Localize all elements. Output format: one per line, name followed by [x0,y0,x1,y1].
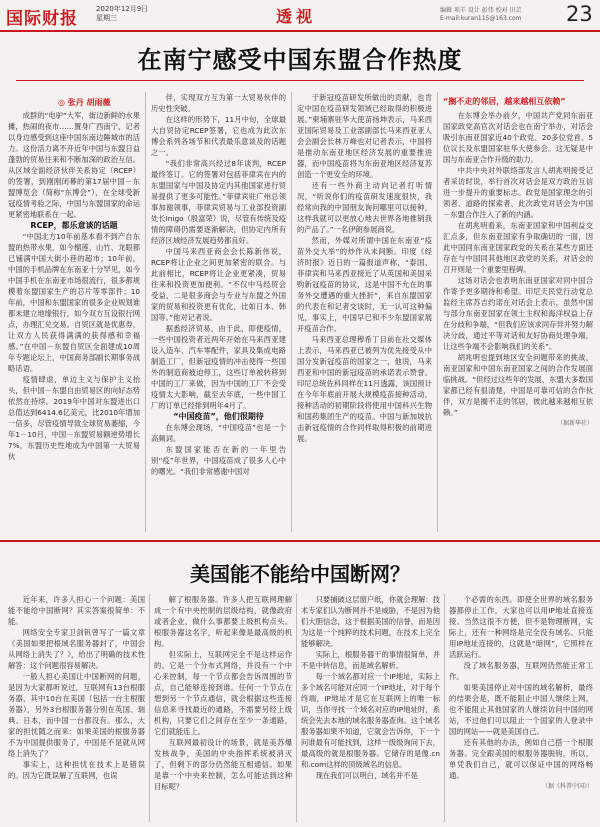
staff-line: 编辑 项羊 设计 彭伟 校对 田芸 [440,7,522,14]
paragraph: 事实上，这种担忧在技术上是错误的。因为它既误解了互联网，也误 [8,760,145,780]
paragraph: 解了根服务器。许多人把互联网理解成一个有中央控制的层级结构，就像政府或者企业，做什么事都要上级机构点头。根服务器这名字，听起来像是最高级的机构。 [154,595,292,648]
paragraph: 然而，外媒对所谓中国在东南亚“疫苗外交大举”的炒作从未间断。印度《经济时报》近日的一篇报道声称，“泰国、菲律宾和马来西亚接近了从英国和美国采购新冠疫苗的协议，这是中国不允在的事务外交遭遇的重大挫折”，来自东盟国家的代表在和记者交谈时，无一认可这种偏见，事实上，中国早已和不少东盟国家展开疫苗合作。 [297,236,432,333]
email-line: E-mail:kuran115@163.com [440,15,522,22]
column-red-subhead: “搁不走的邻居，越来越相互依赖” [443,97,566,106]
article1-byline [58,97,111,108]
paragraph: 近年来，许多人担心一个问题：美国能不能给中国断网？其实答案很简单：不能。 [8,595,145,626]
paragraph: 东盟国家能否在新的一年里告别“疫”年世界，中国疫苗成了很多人心中的曙光。“我们非常感谢中国对 [151,445,286,476]
article1-column-3 [297,92,432,530]
byline-names: 张丹 胡雨薇 [67,98,111,107]
article2-column-3 [301,594,440,824]
paragraph: 还有其他的办法，例如自己搭一个根服务器。完全跟美国的根服务器脱钩，所以，单凭我们自己，就可以保证中国的网络畅通。 [449,738,593,780]
paragraph: 在东博会现场，“中国疫苗”也是一个高频词。 [151,423,286,443]
column-subhead: “中国疫苗”，他们很期待 [173,412,264,421]
article2-column-2 [154,594,292,824]
paragraph: 于新冠疫苗研发所做出的贡献，也肯定中国在疫苗研发领域已经取得的积极进展。”柬埔寨驻华大使苗扬坤表示，马来西亚国际贸易及工业部副部长马来西亚亚人会会副会长林万峰也对记者表示，中国将是推动东南亚地区经济发展的重要推进器，而中国疫苗将为东南亚地区经济复苏创造一个更安全的环境。 [297,93,432,179]
article2-column-4 [449,594,593,824]
paragraph: 中共中央对外联络部发言人胡兆明接受记者采访时说，举行首次对话会是双方政治互信进一步提升的重要标志。政党是国家理念的引领者、道路的探索者、此次政党对话会为中国－东盟合作注入了新的内涵。 [443,166,593,219]
paragraph: 个必需的东西。即使全世界的域名服务器都停止工作，大家也可以用IP地址直接连接。当然这很不方便，但不是物理断网，实际上，还有一种网络是完全没有域名、只能用IP地址连接的，这就是“暗网”，它照样在活跃运行。 [449,595,593,659]
paragraph: 马来西亚总理穆希丁目前在社交媒体上表示，马来西亚已被列为优先接受从中国分发新冠疫苗的国家之一，他说，马来西亚和中国的新冠疫苗的承诺表示赞誉。印尼总统佐科同样在11月透露，该国预计在今年年底前开展大规模疫苗接种活动，接种活动的初期阶段将使用中国科兴生物和国药集团生产的疫苗。中国与新加坡抗击新冠疫情的合作同样取得积极的前期进展。 [297,335,432,443]
paragraph: 一般人担心美国让中国断网的问题，是因为大家都听说过，互联网有13台根服务器，其中10台在美国（包括一台主根服务器），另外3台根服务器分别在英国、瑞典、日本，而中国一台都没有。那么，大家的担忧随之而来：如果美国的根服务器不为中国提供服务了，中国是不是就从网络上消失了？ [8,672,145,758]
issue-weekday-line: 星期三 [96,14,117,22]
column-divider [437,92,438,532]
column-divider [149,594,150,822]
staff-credits [440,7,558,23]
paragraph: 中国马来西亚商会会长陈新伟说，RCEP将让企业之间更加紧密的联合。与此前相比，RCEP将让企业更紧凑，贸易往来和投资更加便利。“不仅中马经贸会受益，二是很多商会与专业与东盟之外国家的贸易和投资更有优化，比如日本、韩国等。”他对记者说。 [151,247,286,322]
column-divider [296,594,297,822]
column-divider [291,92,292,532]
column-divider [145,92,146,532]
section-title: 透视 [276,7,317,26]
paragraph: 只要捕破这层窗户纸，你就会理解：技术专家们认为断网并不是威胁，不是因为他们大胆信念，这于根据美国的信誉，而是因为这是一个纯粹的技术问题，在技术上完全能够解决。 [301,595,440,648]
paragraph: 伴，实现双方互为第一大贸易伙伴的历史性突破。 [151,93,286,113]
article1-column-2 [151,92,286,530]
issue-date [96,5,148,23]
paragraph: 在胡兆明看来，东南亚国家和中国利益交汇点多，但东南亚国家有争取确切的一面，因此中国同东南亚国家政党的关系在某些方面还存在与中国同其他地区政党的关系，对话会的召开则是一个重要里程碑。 [443,221,593,274]
page-number: 23 [566,2,593,26]
paragraph: 在东博会举办前夕，中国共产党同东南亚国家政党高官次对话会也在南宁举办，对话会吸引东南亚国家近40个政党、20多位党首、5位议长及东盟国家驻华大使参会。这无疑是中国与东南亚合作升级的助力。 [443,111,593,164]
article2-column-1 [8,594,145,824]
paragraph: 每一个域名都对应一个IP地址，实际上多个域名可能对应同一个IP地址，对于每个终端，IP地址才是它在互联网上的唯一标识，当你寻找一个域名对应的IP地址时，系统会先去本地的域名服务器查询。这个域名服务器如果不知道，它就会告诉你，下一个问谁最有可能找到，这样一级级询问下去，最高级的就是根服务器。它储存的是像.cn和.com这样的顶级域名的信息。 [301,672,440,769]
paragraph: “我们非常高兴经过8年谈判，RCEP最终签订。它的签署对包括菲律宾在内的东盟国家与中国及协定内其他国家进行贸易提供了更多可能性。”菲律宾驻广州总领事加谢领事，菲律宾贸易与工业部投资副处长Inigo（殷富荣）说，尽管有传统及疫情的障碍仍需要逐渐解决，但协定内所有经济区域经济发展趋势都良好。 [151,159,286,245]
paragraph: 没了域名服务器，互联网仍然能正常工作。 [449,661,593,681]
paragraph: 现在我们可以明白，域名并不是 [315,771,418,780]
headline-rule [16,80,584,81]
paragraph: 实际上，根服务器干的事情很简单，并不是中转信息，而是域名解析。 [301,650,440,670]
article1-column-1 [8,110,140,530]
column-divider [444,594,445,822]
article-divider [0,540,600,542]
paragraph: 在这样的形势下，11月中旬，全球最大自贸协定RCEP签署，它也成为此次东博会系列各场节和代表最乐意谈及的话题之一。 [151,115,286,157]
article-credit: （据新华社） [556,420,593,427]
newspaper-logo: 国际财报 [6,9,78,29]
column-subhead: RCEP，都乐意谈的话题 [30,221,118,230]
paragraph: 胡兆明也提到地区安全问题带来的挑战，南亚国家和中国东南亚国家之间的合作发展面临挑战。“但经过这些年的发展，东盟大多数国家都已经有很清楚，中国是可靠可信的合作伙伴，双方是搁不走的邻居，彼此越来越相互依赖。” [443,353,593,417]
article1-column-4 [443,96,593,532]
article1-headline: 在南宁感受中国东盟合作热度 [137,45,463,74]
paragraph: 但实际上，互联网完全不是这样运作的。它是一个分布式网络，并没有一个中心来控制，每一个节点都会告诉周围的节点，自己能够连接到谁。任何一个节点在想到另一个节点通信，就会根据这些连接信息来寻找最近的通路，不需要另经上级机构，只要它们之间存在至少一条通路，它们就能连上。 [154,650,292,736]
paragraph: 互联网最初设计的场景，就是美苏爆发核战争，美国的中央指挥系统被消灭了，但剩下的部分仍然能互相通信。如果是靠一个中央来控制，怎么可能达到这种目标呢？ [154,738,292,791]
page-masthead [0,0,600,32]
paragraph: 如果美国停止对中国的域名解析，最终的结果会是，既不能阻止中国人继续上网，也不能阻止其他国家的人继续访问中国的网站，不过他们可以阻止一个国家的人登录中国的网站——就是美国自己。 [449,683,593,736]
article2-headline: 美国能不能给中国断网？ [190,562,410,586]
paragraph: 成群的“电驴”大军，街边新鲜的水果摊，热闹的夜市……置身广西南宁，记者以身边感受到这座中国东南边陲城市的活力。这份活力离不开近年中国与东盟日益蓬勃的贸易往来和不断加深的政治互信。从区域全面经济伙伴关系协定（RCEP）的签署，到刚刚闭幕的第17届中国－东盟博览会（简称“东博会”），在全球受新冠疫情考验之际，中国与东盟国家的命运更紧密地联系在一起。 [8,111,140,219]
paragraph: 这场对话会也表明东南亚国家对同中国合作寄予更多期待和希望。印尼天民党行动党总监经主席苏吉约诺在对话会上表示，虽然中国与部分东南亚国家在领土主权和海洋权益上存在分歧和争端，“但我们应该求同存异并努力解决分歧，通过平等对话和友好协商处理争端，让这些争端不会影响我们的关系”。 [443,276,593,351]
issue-date-line: 2020年12月9日 [96,5,149,13]
paragraph: 据悉经济贸易，由于此，即便疫情，一些中国投资者近两年开始在马来西亚建设入造车、汽车零配件，家具及集成电路制造工厂，但新冠疫情的冲击使得一些国外的制造商被迫停工，这些订单被转移到中国的工厂来做，因为中国的工厂不会受疫情太大影响，截至去年底，一些中国工厂的订单已经排到明年4月了。 [151,324,286,410]
paragraph: 还有一些外商主动向记者打听情况，“听说你们的疫苗研发速度很快，我经常向我的中国朋友询问哪里可以接种，这样我就可以更放心地去世界各地推销我的产品了。”一名伊朗参展商说。 [297,181,432,234]
paragraph: 疫情肆虐，单边主义与保护主义抬头，但中国－东盟自由贸易区的向好态势依然在持续。2019年中国对东盟进出口总值达到6414.6亿美元，比2010年增加一倍多，尽管疫情导致全球贸易萎缩，今年1－10月，中国－东盟贸易额逆势增长7%，东盟历史性地成为中国第一大贸易伙 [8,375,140,461]
paragraph: “中国北方10年前基本看不到产自东盟的热带水果，如今榴莲、山竹、龙眼都已铺满中国大街小巷的超市；10年前，中国的手机品牌在东南亚十分罕见，如今中国手机在东南亚市场很流行，很多都规模着东盟国家生产的芯片等零部件；10年前，中国和东盟国家的很多企业规划谁都未建立地缘银行，如今双方互设银行网点，办理汇兑交易。自贸区就是优惠券，让双方人民获得满满的获得感和幸福感。”在中国－东盟自贸区全面建成10周年专题论坛上，中国商务部副长期事务战略话语。 [8,232,140,373]
byline-marker-icon: ◎ [58,98,68,107]
article-credit: （据《科普中国》） [541,783,593,790]
paragraph: 网络安全专家卫剑钒曾写了一篇文章《美国如果把根域名服务器封了，中国会从网络上消失了？》，给出了明确的技术性解答：这个问题很容易解决。 [8,628,145,670]
